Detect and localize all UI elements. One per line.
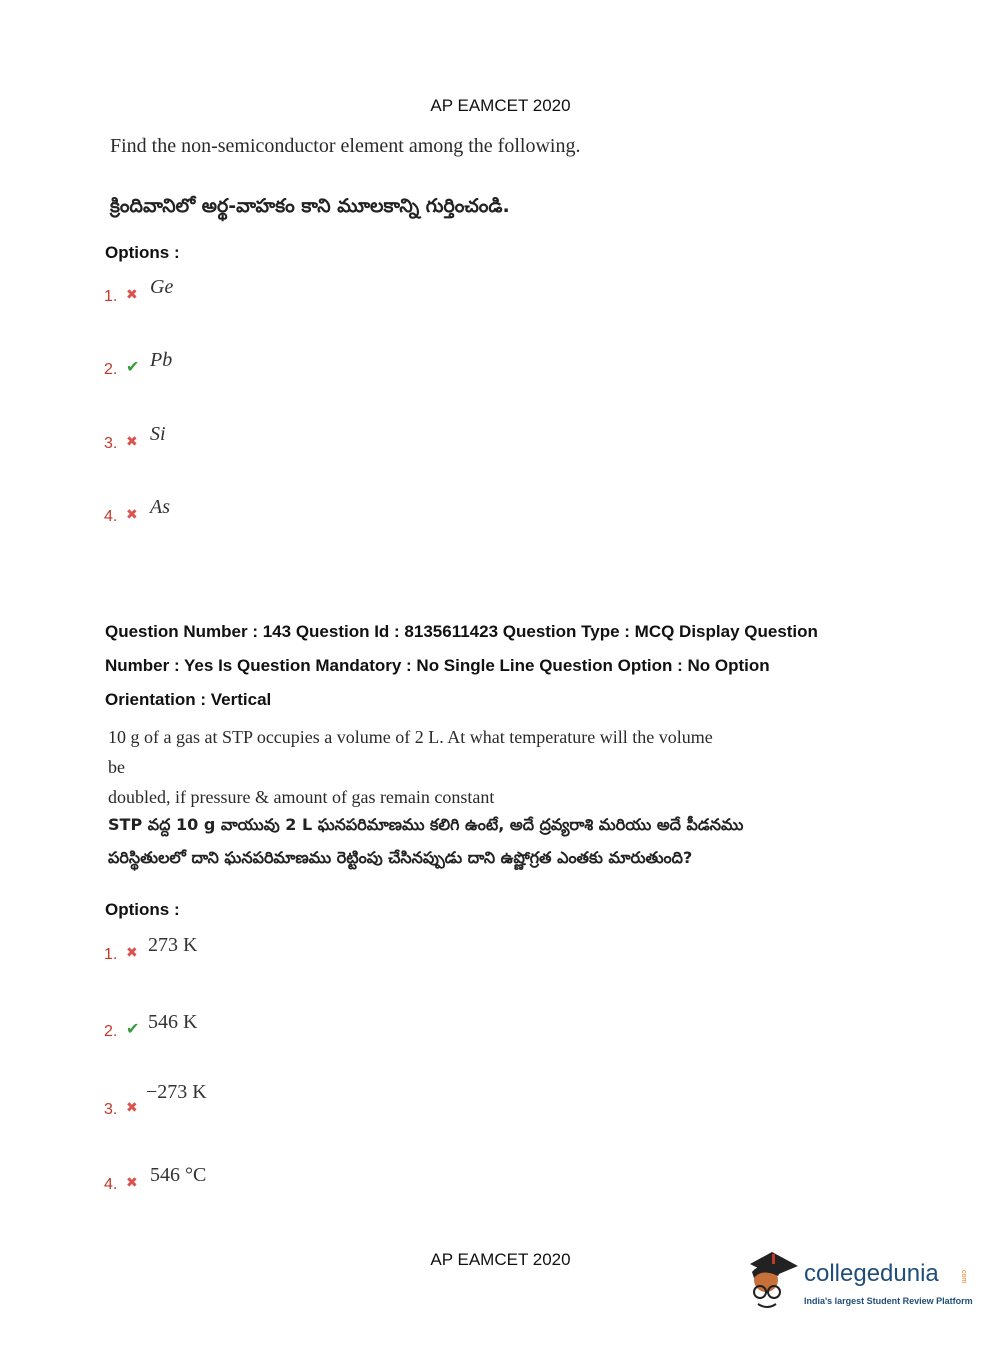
question-line: 10 g of a gas at STP occupies a volume of 2 L. At what temperature will the volume be: [108, 727, 713, 777]
cross-icon: ✖: [126, 1174, 138, 1190]
cross-icon: ✖: [126, 1099, 138, 1115]
option-number: 1.: [104, 946, 118, 963]
cross-icon: ✖: [126, 286, 138, 302]
collegedunia-logo: [742, 1250, 972, 1314]
check-icon: ✔: [126, 1021, 140, 1038]
question-line: doubled, if pressure & amount of gas remain constant: [108, 787, 495, 807]
options-label: Options :: [105, 243, 180, 262]
option-number: 2.: [104, 1023, 118, 1040]
option-value: −273 K: [146, 1081, 207, 1103]
cross-icon: ✖: [126, 433, 138, 449]
option-value: Si: [150, 423, 166, 445]
logo-suffix: .com: [960, 1268, 967, 1284]
cross-icon: ✖: [126, 944, 138, 960]
option-value: Ge: [150, 276, 174, 298]
question-meta: [105, 615, 885, 717]
check-icon: ✔: [126, 359, 140, 376]
meta-line: Number : Yes Is Question Mandatory : No Single Line Question Option : No Option: [105, 656, 770, 675]
meta-line: Orientation : Vertical: [105, 690, 272, 709]
options-label: Options :: [105, 900, 180, 919]
page-footer: AP EAMCET 2020: [430, 1250, 571, 1269]
option-value: As: [150, 496, 170, 518]
option-value: Pb: [150, 349, 173, 371]
question-2-english: [108, 722, 728, 812]
meta-line: Question Number : 143 Question Id : 8135611423 Question Type : MCQ Display Question: [105, 622, 818, 641]
option-number: 3.: [104, 1101, 118, 1118]
mascot-icon: [742, 1250, 802, 1314]
logo-wordmark: collegedunia: [804, 1260, 939, 1287]
option-value: 273 K: [148, 934, 198, 956]
option-number: 2.: [104, 361, 118, 378]
option-number: 3.: [104, 435, 118, 452]
option-number: 4.: [104, 508, 118, 525]
logo-tagline: India's largest Student Review Platform: [804, 1296, 973, 1306]
page-header: AP EAMCET 2020: [430, 96, 571, 115]
question-line: STP వద్ద 10 g వాయువు 2 L ఘనపరిమాణము కలిగి ఉంటే, అదే ద్రవ్యరాశి మరియు అదే పీడనము: [108, 815, 744, 834]
question-1-english: Find the non-semiconductor element among the following.: [110, 135, 581, 157]
option-value: 546 K: [148, 1011, 198, 1033]
question-line: పరిస్థితులలో దాని ఘనపరిమాణము రెట్టింపు చేసినప్పుడు దాని ఉష్ణోగ్రత ఎంతకు మారుతుంది?: [108, 848, 693, 867]
question-2-telugu: [108, 808, 748, 874]
option-number: 1.: [104, 288, 118, 305]
cross-icon: ✖: [126, 506, 138, 522]
option-value: 546 °C: [150, 1164, 207, 1186]
question-1-telugu: క్రిందివానిలో అర్థ-వాహకం కాని మూలకాన్ని గుర్తించండి.: [110, 195, 510, 217]
option-number: 4.: [104, 1176, 118, 1193]
